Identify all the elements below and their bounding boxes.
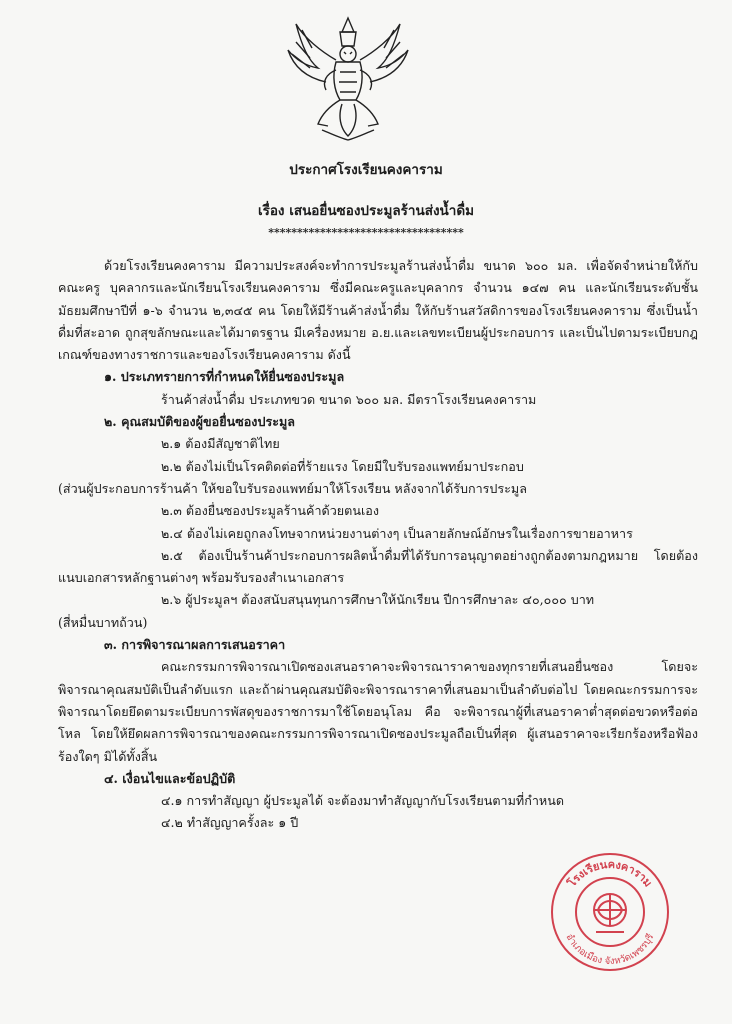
section-1-heading: ๑. ประเภทรายการที่กำหนดให้ยื่นซองประมูล	[104, 369, 345, 385]
separator-line: **********************************	[268, 226, 464, 239]
intro-paragraph: ด้วยโรงเรียนคงคาราม มีความประสงค์จะทำการประมูลร้านส่งน้ำดื่ม ขนาด ๖๐๐ มล. เพื่อจัดจำหน่ายให้กับคณะครู บุคลากรและนักเรียนโรงเรียนคงคาราม ซึ่งมีคณะครูและบุคลากร จำนวน ๑๔๗ คน และนักเรียนระดับชั้นมัธยมศึกษาปีที่ ๑-๖ จำนวน ๒,๓๔๕ คน โดยให้มีร้านค้าส่งน้ำดื่ม ให้กับร้านสวัสดิการของโรงเรียนคงคาราม ซึ่งเป็นน้ำดื่มที่สะอาด ถูกสุขลักษณะและได้มาตรฐาน มีเครื่องหมาย อ.ย.และเลขทะเบียนผู้ประกอบการ และเป็นไปตามระเบียบกฎเกณฑ์ของทางราชการและของโรงเรียนคงคาราม ดังนี้	[58, 258, 698, 363]
section-4-item-2: ๔.๒ ทำสัญญาครั้งละ ๑ ปี	[161, 815, 299, 831]
section-4-item-1: ๔.๑ การทำสัญญา ผู้ประมูลได้ จะต้องมาทำสัญญากับโรงเรียนตามที่กำหนด	[161, 793, 565, 809]
announcement-title: ประกาศโรงเรียนคงคาราม	[289, 162, 443, 178]
section-4-heading: ๔. เงื่อนไขและข้อปฏิบัติ	[104, 770, 236, 786]
garuda-emblem-icon	[282, 16, 414, 144]
announcement-body	[58, 255, 698, 835]
section-2-item-4: ๒.๔ ต้องไม่เคยถูกลงโทษจากหน่วยงานต่างๆ เป็นลายลักษณ์อักษรในเรื่องการขายอาหาร	[161, 525, 633, 541]
svg-text:อำเภอเมือง จังหวัดเพชรบุรี	[564, 932, 657, 967]
section-2-item-3: ๒.๓ ต้องยื่นซองประมูลร้านค้าด้วยตนเอง	[161, 503, 379, 519]
section-2-item-1: ๒.๑ ต้องมีสัญชาติไทย	[161, 436, 280, 452]
school-seal-stamp	[548, 850, 672, 974]
section-2-item-6-amount: (สี่หมื่นบาทถ้วน)	[58, 614, 148, 630]
section-2-item-2-note: (ส่วนผู้ประกอบการร้านค้า ให้ขอใบรับรองแพทย์มาให้โรงเรียน หลังจากได้รับการประมูล	[58, 480, 527, 496]
section-2-item-5: ๒.๕ ต้องเป็นร้านค้าประกอบการผลิตน้ำดื่มที่ได้รับการอนุญาตอย่างถูกต้องตามกฎหมาย โดยต้องแนบเอกสารหลักฐานต่างๆ พร้อมรับรองสำเนาเอกสาร	[58, 547, 698, 586]
section-3-text: คณะกรรมการพิจารณาเปิดซองเสนอราคาจะพิจารณาราคาของทุกรายที่เสนอยื่นซอง โดยจะพิจารณาคุณสมบัติเป็นลำดับแรก และถ้าผ่านคุณสมบัติจะพิจารณาราคาที่เสนอมาเป็นลำดับต่อไป โดยคณะกรรมการจะพิจารณาโดยยึดตามระเบียบการพัสดุของราชการมาใช้โดยอนุโลม คือ จะพิจารณาผู้ที่เสนอราคาต่ำสุดต่อขวดหรือต่อโหล โดยให้ยึดผลการพิจารณาของคณะกรรมการพิจารณาเปิดซองประมูลถือเป็นที่สุด ผู้เสนอราคาจะเรียกร้องหรือฟ้องร้องใดๆ มิได้ทั้งสิ้น	[58, 659, 698, 764]
section-1-text: ร้านค้าส่งน้ำดื่ม ประเภทขวด ขนาด ๖๐๐ มล. มีตราโรงเรียนคงคาราม	[161, 391, 537, 407]
announcement-subject: เรื่อง เสนอยื่นซองประมูลร้านส่งน้ำดื่ม	[257, 203, 475, 219]
section-2-item-6: ๒.๖ ผู้ประมูลฯ ต้องสนับสนุนทุนการศึกษาให้นักเรียน ปีการศึกษาละ ๔๐,๐๐๐ บาท	[161, 592, 595, 608]
section-3-heading: ๓. การพิจารณาผลการเสนอราคา	[104, 637, 286, 653]
seal-top-text: โรงเรียนคงคาราม	[565, 857, 655, 890]
section-2-item-2: ๒.๒ ต้องไม่เป็นโรคติดต่อที่ร้ายแรง โดยมีใบรับรองแพทย์มาประกอบ	[161, 458, 524, 474]
section-2-heading: ๒. คุณสมบัติของผู้ขอยื่นซองประมูล	[104, 414, 296, 430]
seal-bottom-text: อำเภอเมือง จังหวัดเพชรบุรี	[563, 931, 657, 968]
